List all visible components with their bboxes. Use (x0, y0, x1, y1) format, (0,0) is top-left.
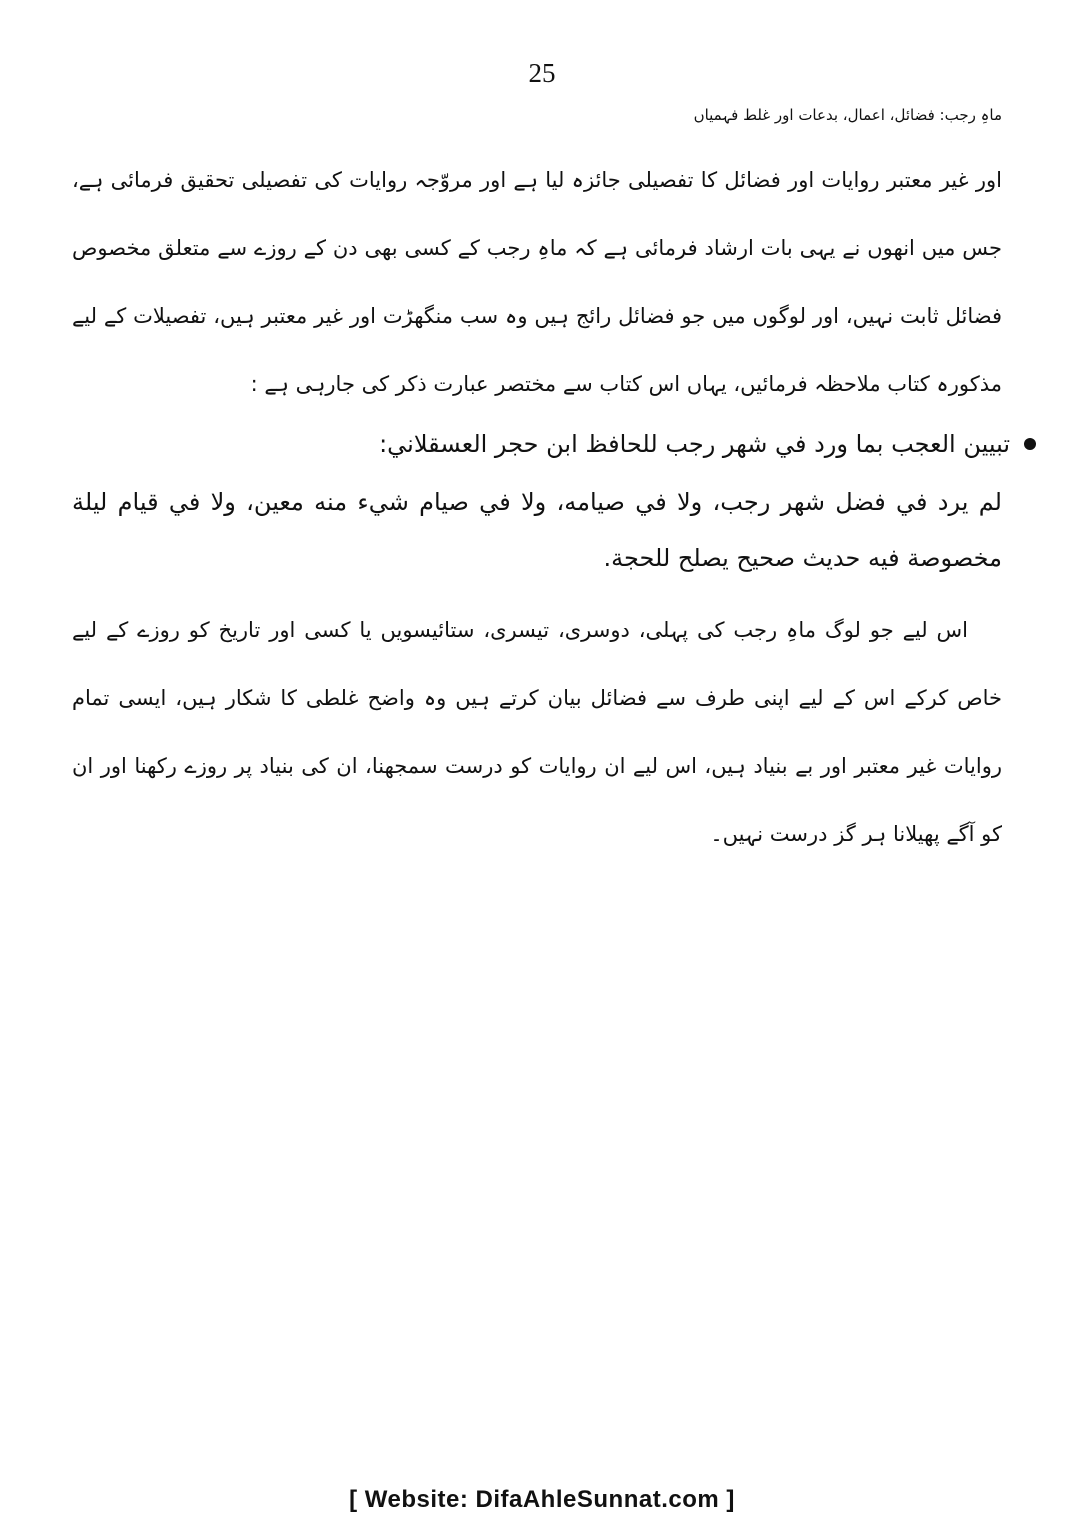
website-footer: [ Website: DifaAhleSunnat.com ] (349, 1486, 735, 1513)
bullet-heading: تبيين العجب بما ورد في شهر رجب للحافظ ابن حجر العسقلاني: (379, 430, 1010, 458)
arabic-quote: لم يرد في فضل شهر رجب، ولا في صيامه، ولا في صيام شيء منه معين، ولا في قيام ليلة مخصوصة فيه حديث صحيح يصلح للحجة. (72, 488, 1002, 572)
bullet-icon (1024, 438, 1036, 450)
paragraph-2: اس لیے جو لوگ ماہِ رجب کی پہلی، دوسری، تیسری، ستائیسویں یا کسی اور تاریخ کو روزے کے لیے خاص کرکے اس کے لیے اپنی طرف سے فضائل بیان کرتے ہیں وہ واضح غلطی کا شکار ہیں، ایسی تمام روایات غیر معتبر اور بے بنیاد ہیں، اس لیے ان روایات کو درست سمجھنا، ان کی بنیاد پر روزے رکھنا اور ان کو آگے پھیلانا ہر گز درست نہیں۔ (72, 618, 1002, 846)
running-header: ماہِ رجب: فضائل، اعمال، بدعات اور غلط فہمیاں (693, 106, 1002, 124)
page-number: 25 (528, 58, 556, 88)
paragraph-1: اور غیر معتبر روایات اور فضائل کا تفصیلی جائزہ لیا ہے اور مروّجہ روایات کی تفصیلی تحقیق فرمائی ہے، جس میں انھوں نے یہی بات ارشاد فرمائی ہے کہ ماہِ رجب کے کسی بھی دن کے روزے سے متعلق مخصوص فضائل ثابت نہیں، اور لوگوں میں جو فضائل رائج ہیں وہ سب منگھڑت اور غیر معتبر ہیں، تفصیلات کے لیے مذکورہ کتاب ملاحظہ فرمائیں، یہاں اس کتاب سے مختصر عبارت ذکر کی جارہی ہے : (72, 168, 1002, 396)
bullet-heading-row (76, 418, 1036, 470)
